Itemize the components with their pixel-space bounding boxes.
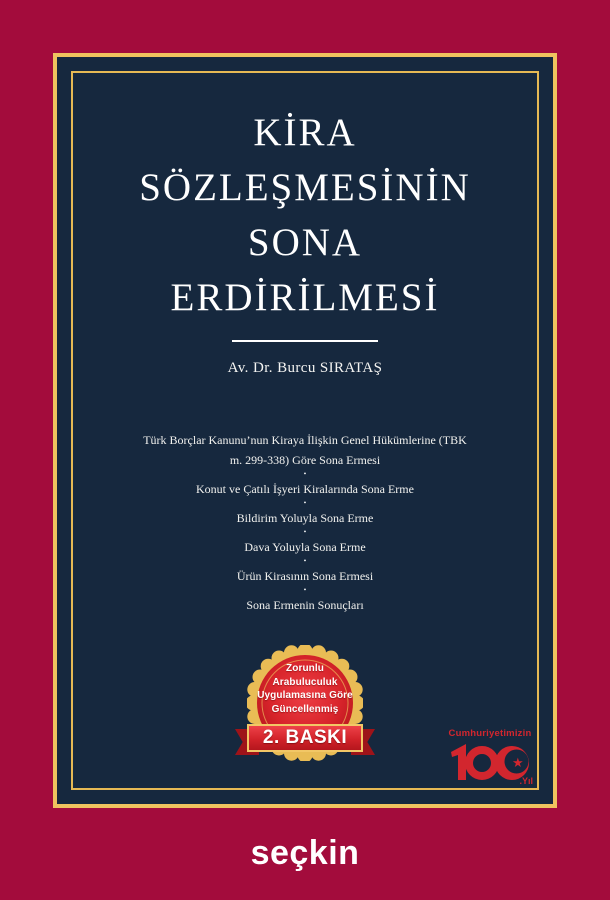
edition-ribbon	[247, 724, 363, 752]
book-title	[57, 105, 553, 325]
title-divider	[232, 340, 378, 342]
title-line-2: SÖZLEŞMESİNİN	[139, 166, 471, 209]
topic-item: Bildirim Yoluyla Sona Erme	[236, 511, 374, 525]
author-name: Av. Dr. Burcu SIRATAŞ	[227, 360, 383, 376]
edition-badge	[235, 645, 375, 797]
bullet-separator-icon: •	[303, 557, 307, 565]
topic-item: Konut ve Çatılı İşyeri Kiralarında Sona Erme	[196, 482, 414, 496]
topic-item: Türk Borçlar Kanunu’nun Kiraya İlişkin Genel Hükümlerine (TBK m. 299-338) Göre Sona Ermesi	[143, 433, 467, 467]
edition-label: 2. BASKI	[262, 727, 348, 748]
badge-line-4: Güncellenmiş	[271, 703, 339, 715]
badge-line-1: Zorunlu	[286, 663, 324, 674]
title-line-4: ERDİRİLMESİ	[170, 276, 440, 319]
topic-item: Sona Ermenin Sonuçları	[246, 598, 364, 612]
bullet-separator-icon: •	[303, 528, 307, 536]
badge-line-3: Uygulamasına Göre	[257, 690, 353, 701]
centenary-caption: Cumhuriyetimizin	[448, 728, 532, 739]
topics-list	[57, 430, 553, 615]
bullet-separator-icon: •	[303, 499, 307, 507]
title-line-1: KİRA	[253, 111, 357, 154]
title-line-3: SONA	[247, 221, 363, 264]
cover-panel	[53, 53, 557, 808]
centenary-logo	[437, 728, 543, 786]
topic-item: Dava Yoluyla Sona Erme	[244, 540, 366, 554]
topic-item: Ürün Kirasının Sona Ermesi	[236, 569, 374, 583]
badge-line-2: Arabuluculuk	[272, 676, 338, 688]
badge-text	[247, 662, 363, 716]
publisher-logo: seçkin	[250, 834, 360, 872]
bullet-separator-icon: •	[303, 470, 307, 478]
centenary-year-label: .Yıl	[519, 776, 533, 786]
bullet-separator-icon: •	[303, 586, 307, 594]
svg-text:★: ★	[512, 756, 524, 771]
